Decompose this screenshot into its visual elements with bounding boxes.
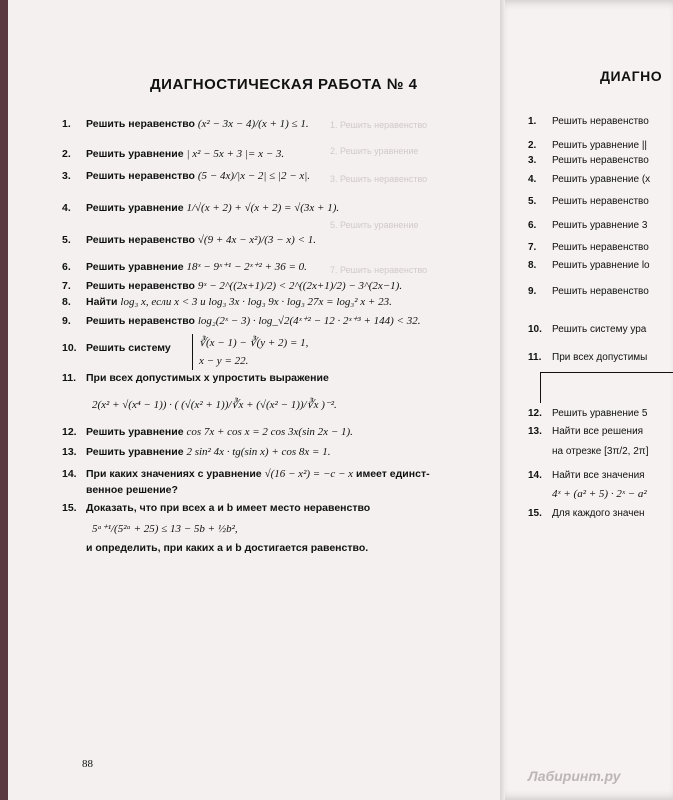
problem-10: 10. Решить систему bbox=[62, 342, 171, 354]
problem-8-math: log₃ x, если x < 3 и log₃ 3x · log₃ 9x · log₃ 27x = log₃² x + 23. bbox=[120, 296, 392, 308]
problem-10-system bbox=[192, 334, 308, 370]
problem-15-continued: и определить, при каких a и b достигается равенство. bbox=[86, 542, 369, 554]
right-problem-14-formula: 4ˣ + (a² + 5) · 2ˣ − a² bbox=[552, 488, 647, 500]
problem-1: 1. Решить неравенство (x² − 3x − 4)/(x + 1) ≤ 1. bbox=[62, 118, 309, 130]
right-problem-9: 9. Решить неравенство bbox=[528, 286, 649, 297]
problem-2-math: | x² − 5x + 3 |= x − 3. bbox=[186, 148, 285, 160]
system-equation-1: ∛(x − 1) − ∛(y + 2) = 1, bbox=[199, 337, 309, 349]
bleed-through-text: 5. Решить уравнение bbox=[330, 220, 419, 230]
right-problem-1: 1. Решить неравенство bbox=[528, 116, 649, 127]
problem-1-math: (x² − 3x − 4)/(x + 1) ≤ 1. bbox=[197, 118, 309, 130]
right-problem-15: 15. Для каждого значен bbox=[528, 508, 645, 519]
problem-8: 8. Найти log₃ x, если x < 3 и log₃ 3x · log₃ 9x · log₃ 27x = log₃² x + 23. bbox=[62, 296, 392, 308]
problem-12: 12. Решить уравнение cos 7x + cos x = 2 cos 3x(sin 2x − 1). bbox=[62, 426, 353, 438]
watermark-logo: Лабиринт.ру bbox=[528, 768, 621, 784]
problem-5: 5. Решить неравенство √(9 + 4x − x²)/(3 − x) < 1. bbox=[62, 234, 317, 246]
right-problem-4: 4. Решить уравнение (x bbox=[528, 174, 651, 185]
problem-7-math: 9ˣ − 2^((2x+1)/2) < 2^((2x+1)/2) − 3^(2x−1). bbox=[197, 280, 403, 292]
problem-13-math: 2 sin² 4x · tg(sin x) + cos 8x = 1. bbox=[186, 446, 331, 458]
problem-7: 7. Решить неравенство 9ˣ − 2^((2x+1)/2) < 2^((2x+1)/2) − 3^(2x−1). bbox=[62, 280, 403, 292]
problem-5-math: √(9 + 4x − x²)/(3 − x) < 1. bbox=[197, 234, 317, 246]
problem-14: 14. При каких значениях c уравнение √(16 − x²) = −c − x имеет единст- bbox=[62, 468, 430, 480]
right-problem-2: 2. Решить уравнение || bbox=[528, 140, 648, 151]
problem-3: 3. Решить неравенство (5 − 4x)/|x − 2| ≤ |2 − x|. bbox=[62, 170, 311, 182]
right-problem-13: 13. Найти все решения bbox=[528, 426, 644, 437]
problem-9-math: log₂(2ˣ − 3) · log_√2(4ˣ⁺² − 12 · 2ˣ⁺³ + 144) < 32. bbox=[197, 315, 421, 327]
right-problem-11: 11. При всех допустимы bbox=[528, 352, 648, 363]
right-problem-14: 14. Найти все значения bbox=[528, 470, 645, 481]
right-problem-11-expression bbox=[540, 372, 673, 403]
problem-15: 15. Доказать, что при всех a и b имеет место неравенство bbox=[62, 502, 371, 514]
right-page-title: ДИАГНО bbox=[600, 68, 663, 84]
problem-4: 4. Решить уравнение 1/√(x + 2) + √(x + 2) = √(3x + 1). bbox=[62, 202, 340, 214]
system-equation-2: x − y = 22. bbox=[199, 355, 249, 367]
problem-14-continued: венное решение? bbox=[86, 484, 178, 496]
bleed-through-text: 2. Решить уравнение bbox=[330, 146, 419, 156]
bleed-through-text: 3. Решить неравенство bbox=[330, 174, 428, 184]
problem-4-math: 1/√(x + 2) + √(x + 2) = √(3x + 1). bbox=[186, 202, 340, 214]
right-problem-10: 10. Решить систему ура bbox=[528, 324, 647, 335]
page-number: 88 bbox=[82, 758, 93, 770]
problem-11-expression: 2(x² + √(x⁴ − 1)) · ( (√(x² + 1))/∛x + (√(x² − 1))/∛x )⁻². bbox=[92, 399, 337, 411]
problem-3-math: (5 − 4x)/|x − 2| ≤ |2 − x|. bbox=[197, 170, 311, 182]
problem-12-math: cos 7x + cos x = 2 cos 3x(sin 2x − 1). bbox=[186, 426, 353, 438]
problem-9: 9. Решить неравенство log₂(2ˣ − 3) · log_√2(4ˣ⁺² − 12 · 2ˣ⁺³ + 144) < 32. bbox=[62, 315, 421, 327]
problem-6: 6. Решить уравнение 18ˣ − 9ˣ⁺¹ − 2ˣ⁺² + 36 = 0. bbox=[62, 261, 307, 273]
problem-14-math: √(16 − x²) = −c − x bbox=[264, 468, 354, 480]
right-problem-6: 6. Решить уравнение 3 bbox=[528, 220, 648, 231]
problem-15-inequality: 5ᵃ⁺¹/(5²ᵃ + 25) ≤ 13 − 5b + ½b², bbox=[92, 523, 238, 535]
right-problem-12: 12. Решить уравнение 5 bbox=[528, 408, 648, 419]
right-problem-13-interval: на отрезке [3π/2, 2π] bbox=[552, 446, 649, 457]
problem-2: 2. Решить уравнение | x² − 5x + 3 |= x − 3. bbox=[62, 148, 285, 160]
right-problem-8: 8. Решить уравнение lo bbox=[528, 260, 650, 271]
right-problem-7: 7. Решить неравенство bbox=[528, 242, 649, 253]
right-problem-5: 5. Решить неравенство bbox=[528, 196, 649, 207]
problem-11: 11. При всех допустимых x упростить выражение bbox=[62, 372, 329, 384]
bleed-through-text: 7. Решить неравенство bbox=[330, 265, 428, 275]
bleed-through-text: 1. Решить неравенство bbox=[330, 120, 428, 130]
page-title: ДИАГНОСТИЧЕСКАЯ РАБОТА № 4 bbox=[150, 76, 418, 93]
problem-13: 13. Решить уравнение 2 sin² 4x · tg(sin x) + cos 8x = 1. bbox=[62, 446, 331, 458]
right-problem-3: 3. Решить неравенство bbox=[528, 155, 649, 166]
problem-6-math: 18ˣ − 9ˣ⁺¹ − 2ˣ⁺² + 36 = 0. bbox=[186, 261, 307, 273]
